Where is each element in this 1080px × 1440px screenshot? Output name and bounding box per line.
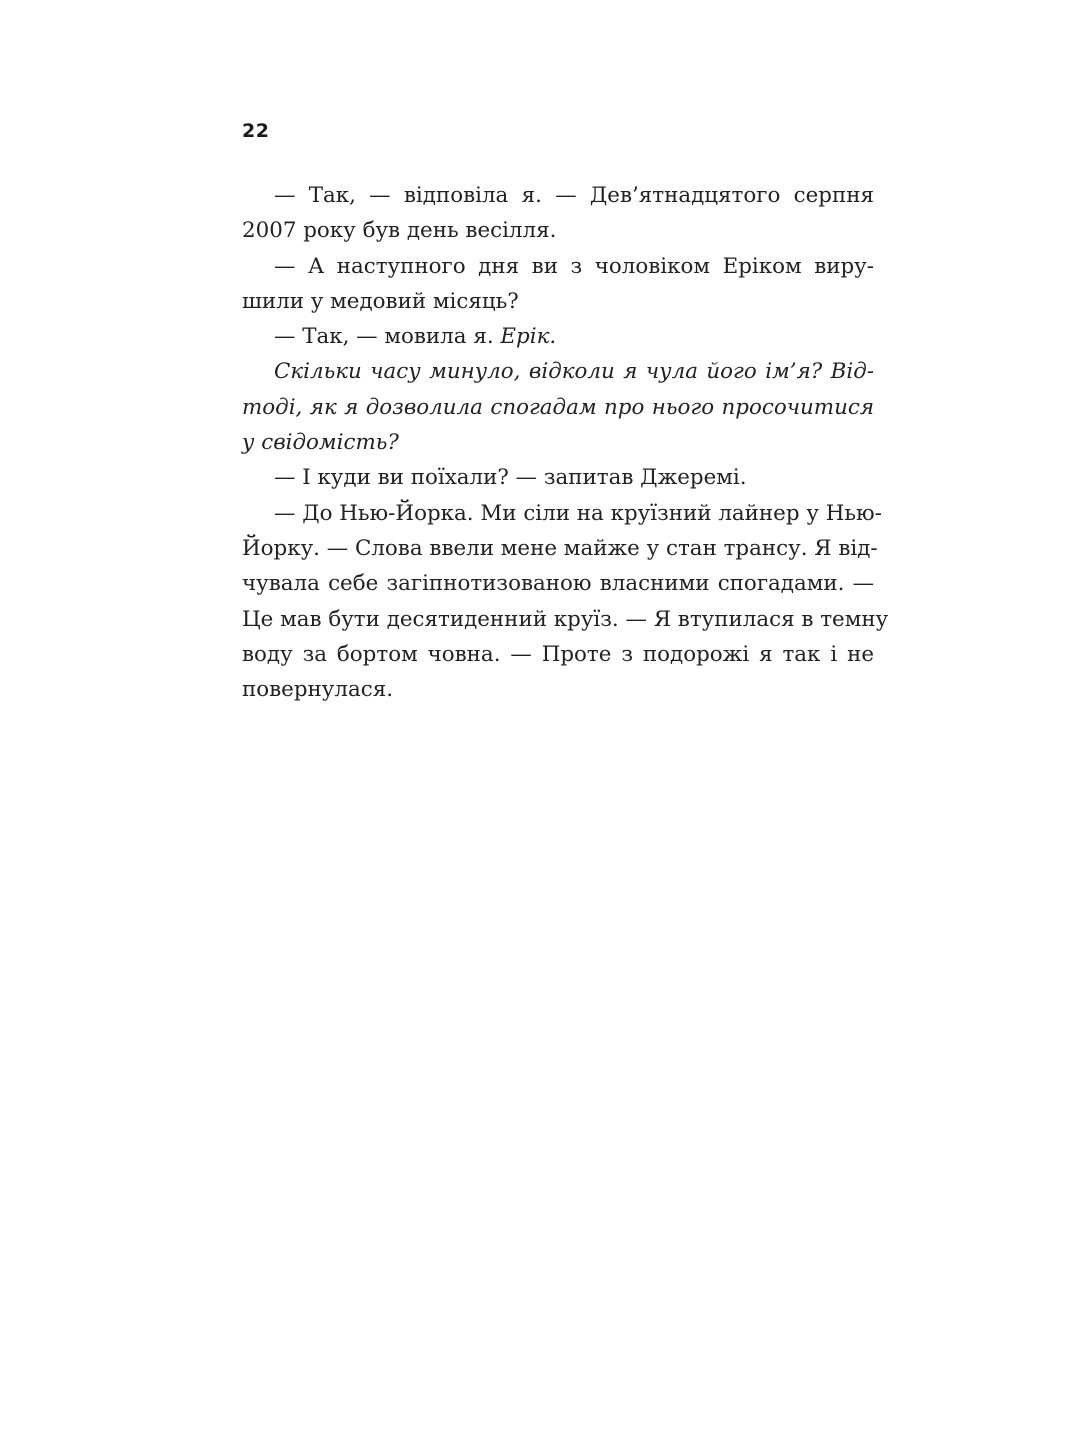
text-line: повернулася. xyxy=(242,677,393,703)
text-line: Це мав бути десятиденний круїз. — Я втупилася в темну xyxy=(242,606,889,632)
page-number: 22 xyxy=(242,120,270,142)
text-line: — До Нью-Йорка. Ми сіли на круїзний лайнер у Нью- xyxy=(274,500,882,526)
text-line: Скільки часу минуло, відколи я чула його ім’я? Від- xyxy=(274,359,874,385)
text-line: чувала себе загіпнотизованою власними спогадами. — xyxy=(242,571,874,597)
italic-span: Ерік. xyxy=(500,324,557,350)
text-line: — А наступного дня ви з чоловіком Еріком виру- xyxy=(274,253,874,279)
text-line: воду за бортом човна. — Проте з подорожі я так і не xyxy=(242,641,874,667)
text-line: — Так, — відповіла я. — Дев’ятнадцятого серпня xyxy=(274,183,874,208)
text-line: — І куди ви поїхали? — запитав Джеремі. xyxy=(274,465,747,491)
text-line: шили у медовий місяць? xyxy=(242,288,519,314)
body-text xyxy=(242,178,889,707)
text-line: тоді, як я дозволила спогадам про нього просочитися xyxy=(242,394,874,420)
text-line xyxy=(242,319,874,354)
text-span: — Так, — мовила я. xyxy=(274,324,501,350)
text-line: 2007 року був день весілля. xyxy=(242,218,557,244)
text-line: у свідомість? xyxy=(242,430,399,456)
text-line: Йорку. — Слова ввели мене майже у стан трансу. Я від- xyxy=(242,535,878,561)
